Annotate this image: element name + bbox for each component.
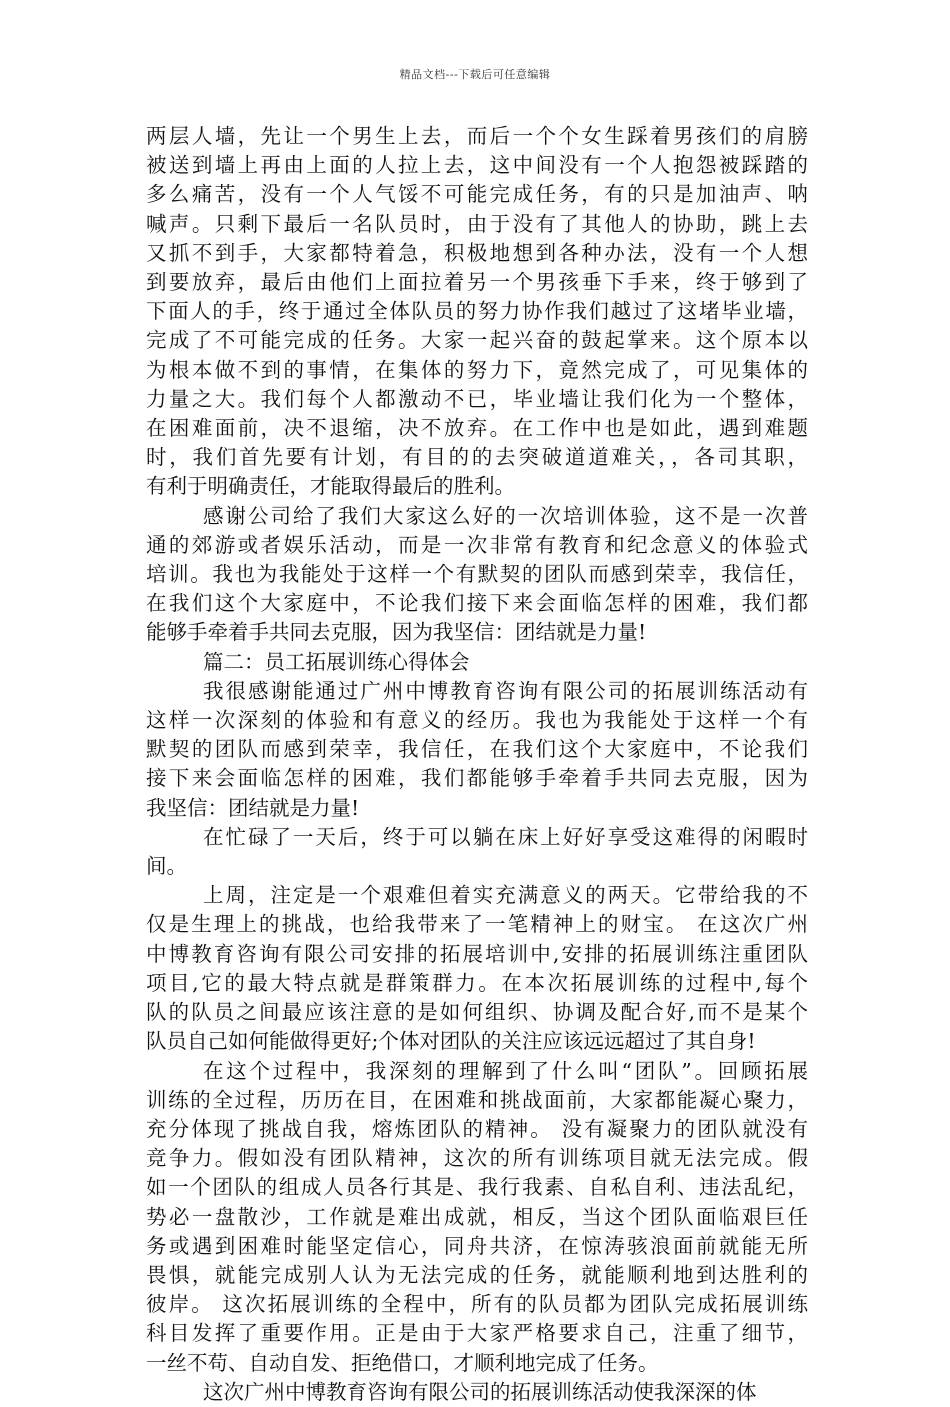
document-body [146, 122, 808, 1407]
text-line: 项目,它的最大特点就是群策群力。在本次拓展训练的过程中,每个 [146, 970, 808, 995]
paragraph [146, 502, 808, 648]
text-line: 能够手牵着手共同去克服，因为我坚信：团结就是力量! [146, 620, 647, 645]
text-line: 感谢公司给了我们大家这么好的一次培训体验，这不是一次普 [203, 503, 808, 528]
text-line: 这次广州中博教育咨询有限公司的拓展训练活动使我深深的体 [203, 1379, 757, 1404]
text-line: 科目发挥了重要作用。正是由于大家严格要求自己，注重了细节， [146, 1321, 808, 1346]
paragraph [146, 122, 808, 502]
text-line: 一丝不苟、自动自发、拒绝借口，才顺利地完成了任务。 [146, 1350, 659, 1375]
text-line: 我坚信：团结就是力量! [146, 795, 360, 820]
text-line: 在这个过程中，我深刻的理解到了什么叫“团队”。回顾拓展 [203, 1058, 808, 1083]
text-line: 两层人墙，先让一个男生上去，而后一个个女生踩着男孩们的肩膀 [146, 124, 808, 148]
text-line: 有利于明确责任，才能取得最后的胜利。 [146, 474, 515, 499]
text-line: 训练的全过程，历历在目，在困难和挑战面前，大家都能凝心聚力， [146, 1087, 808, 1112]
text-line: 间。 [146, 854, 187, 879]
paragraph [146, 648, 808, 677]
text-line: 喊声。只剩下最后一名队员时，由于没有了其他人的协助，跳上去 [146, 211, 808, 236]
text-line: 队的队员之间最应该注意的是如何组织、协调及配合好,而不是某个 [146, 1000, 808, 1025]
text-line: 默契的团队而感到荣幸，我信任，在我们这个大家庭中，不论我们 [146, 737, 808, 762]
text-line: 为根本做不到的事情，在集体的努力下，竟然完成了，可见集体的 [146, 357, 808, 382]
paragraph [146, 677, 808, 823]
text-line: 多么痛苦，没有一个人气馁不可能完成任务，有的只是加油声、呐 [146, 182, 808, 207]
text-line: 中博教育咨询有限公司安排的拓展培训中,安排的拓展训练注重团队 [146, 941, 808, 966]
text-line: 充分体现了挑战自我，熔炼团队的精神。 没有凝聚力的团队就没有 [146, 1116, 808, 1141]
text-line: 在忙碌了一天后，终于可以躺在床上好好享受这难得的闲暇时 [203, 824, 808, 849]
text-line: 彼岸。 这次拓展训练的全程中，所有的队员都为团队完成拓展训练 [146, 1292, 808, 1317]
page-header: 精品文档---下载后可任意编辑 [399, 68, 551, 81]
paragraph [146, 1378, 808, 1407]
text-line: 完成了不可能完成的任务。大家一起兴奋的鼓起掌来。这个原本以 [146, 328, 808, 353]
paragraph [146, 823, 808, 881]
text-line: 务或遇到困难时能坚定信心，同舟共济，在惊涛骇浪面前就能无所 [146, 1233, 808, 1258]
text-line: 通的郊游或者娱乐活动，而是一次非常有教育和纪念意义的体验式 [146, 532, 808, 557]
text-line: 时，我们首先要有计划，有目的的去突破道道难关，，各司其职， [146, 445, 808, 470]
text-line: 下面人的手，终于通过全体队员的努力协作我们越过了这堵毕业墙， [146, 299, 808, 324]
text-line: 仅是生理上的挑战，也给我带来了一笔精神上的财宝。 在这次广州 [146, 912, 808, 937]
text-line: 队员自己如何能做得更好;个体对团队的关注应该远远超过了其自身! [146, 1029, 756, 1054]
paragraph [146, 1057, 808, 1378]
text-line: 竞争力。假如没有团队精神，这次的所有训练项目就无法完成。假 [146, 1146, 808, 1171]
text-line: 被送到墙上再由上面的人拉上去，这中间没有一个人抱怨被踩踏的 [146, 153, 808, 178]
text-line: 又抓不到手，大家都特着急，积极地想到各种办法，没有一个人想 [146, 240, 808, 265]
text-line: 上周，注定是一个艰难但着实充满意义的两天。它带给我的不 [203, 883, 808, 908]
text-line: 在我们这个大家庭中，不论我们接下来会面临怎样的困难，我们都 [146, 591, 808, 616]
text-line: 畏惧，就能完成别人认为无法完成的任务，就能顺利地到达胜利的 [146, 1262, 808, 1287]
text-line: 如一个团队的组成人员各行其是、我行我素、自私自利、违法乱纪， [146, 1175, 808, 1200]
text-line: 培训。我也为我能处于这样一个有默契的团队而感到荣幸，我信任， [146, 562, 808, 587]
text-line: 篇二：员工拓展训练心得体会 [203, 649, 470, 674]
text-line: 这样一次深刻的体验和有意义的经历。我也为我能处于这样一个有 [146, 708, 808, 733]
text-line: 力量之大。我们每个人都激动不已，毕业墙让我们化为一个整体， [146, 386, 808, 411]
text-line: 势必一盘散沙，工作就是难出成就，相反，当这个团队面临艰巨任 [146, 1204, 808, 1229]
text-line: 接下来会面临怎样的困难，我们都能够手牵着手共同去克服，因为 [146, 766, 808, 791]
text-line: 到要放弃，最后由他们上面拉着另一个男孩垂下手来，终于够到了 [146, 270, 808, 295]
paragraph [146, 881, 808, 1056]
text-line: 我很感谢能通过广州中博教育咨询有限公司的拓展训练活动有 [203, 678, 808, 703]
text-line: 在困难面前，决不退缩，决不放弃。在工作中也是如此，遇到难题 [146, 416, 808, 441]
